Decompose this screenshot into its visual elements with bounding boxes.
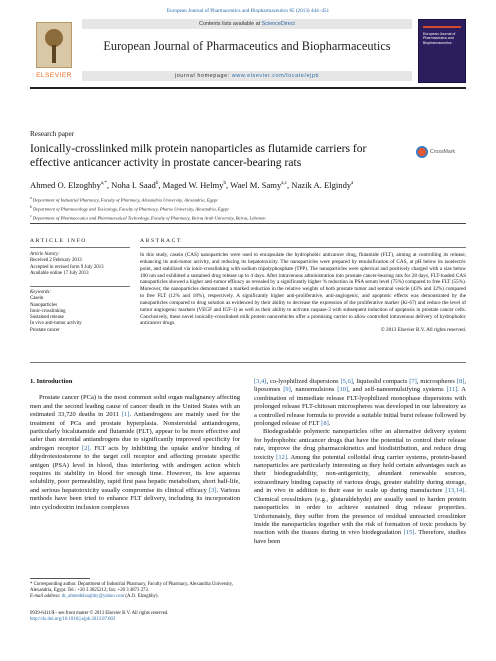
crossmark-icon [416,146,428,158]
author-sup: b [155,181,159,187]
body-text: . FLT acts by inhibiting the uptake and/or binding of dihydrotestosterone to the target cell receptor and affecting prostate specific antigen (PSA) level in blood, thus interfering with androgen action which requires its stability in blood for enough time. However, its low aqueous solubility, poor permeability, rapid first pass hepatic metabolism, short half-life, and serious hepatotoxicity usually compromise its clinical efficacy [30,444,240,494]
footnote-email [30,594,240,600]
article-info-heading: ARTICLE INFO [30,238,87,244]
keyword-item: Sustained release [30,315,64,321]
citation-link[interactable]: [12] [276,453,287,461]
author-name[interactable]: Maged W. Helmy [162,180,224,190]
citation-link[interactable]: [8] [456,378,465,385]
cover-title: European Journal of Pharmaceutics and Biopharmaceutics [423,32,456,45]
body-column-right [254,378,466,546]
introduction-heading: 1. Introduction [30,378,73,385]
accepted-date: Accepted in revised form 9 July 2013 [30,264,104,270]
citation-link[interactable]: [3,4] [254,378,267,385]
journal-cover-image [418,19,466,83]
abstract-copyright: © 2013 Elsevier B.V. All rights reserved. [380,327,466,334]
affiliations [30,195,466,222]
keywords-rule [30,286,130,287]
citation-link[interactable]: [11] [446,386,458,394]
author-sup: a [351,181,354,187]
body-text: , liquisolid compacts [352,378,410,385]
issn-block [30,611,250,623]
body-text: . Among the potential colloidal drug carrier systems, protein-based nanoparticles are particularly interesting as they hold certain advantages such as their biodegradability, non-antigenicity, abundant renewable sources, extraordinary binding capacity of various drugs, greater stability during storage, and in vivo in addition to their ease to scale up during manufacture [254,453,466,495]
author-name[interactable]: Noha I. Saad [111,180,156,190]
citation-link[interactable]: [13,14] [445,487,465,495]
citation-link[interactable]: [15] [403,529,415,537]
contents-prefix: Contents lists available at [199,21,262,27]
affiliation-sup: c [30,213,32,218]
body-text: . Various methods have been tried to enhance FLT delivery, including its incorporation into cyclodextrin inclusion complexes [30,486,240,511]
crossmark-badge[interactable] [416,146,466,160]
received-date: Received 2 February 2013 [30,258,82,264]
citation-link[interactable]: [7] [409,378,417,385]
journal-homepage-link[interactable]: www.elsevier.com/locate/ejpb [231,73,320,79]
body-column-left [30,378,240,512]
journal-name: European Journal of Pharmaceutics and Biopharmaceutics [103,39,391,53]
homepage-prefix: journal homepage: [174,73,232,79]
homepage-bar [82,71,412,81]
body-text: . Therefore, studies have been [254,529,466,545]
elsevier-logo [30,19,78,83]
affiliation-text: Department of Pharmacology and Toxicology, Faculty of Pharmacy, Pharos University, Alexandria, Egypt [32,206,229,212]
contents-bar [82,19,412,29]
body-text: . A combination of immediate release FLT-lyophilized monophase dispersions with prolonged release FLT-chitosan microspheres was developed in our laboratory as a controlled release formula to provide a suitable initial burst release followed by prolonged release of FLT [254,386,466,428]
abstract-paragraph: In this study, casein (CAS) nanoparticles were used to encapsulate the hydrophobic anticancer drug, flutamide (FLT), aiming at controlling its release, enhancing its anti-tumor activity, and reducing its hepatotoxicity. The nanoparticles were prepared by emulsification of CAS, at pH below its isoelectric point, and stabilized via ionic-crosslinking with sodium tripolyphosphate (TPP). The nanoparticles were spherical and positively charged with a size below 100 nm and exhibited a sustained drug release up to 4 days. After intravenous administration into prostate cancer-bearing rats for 28 days, FLT-loaded CAS nanoparticles showed a higher anti-tumor efficacy as revealed by a significantly higher % reduction in PSA serum level (75%) compared to free FLT (55%). Moreover, the nanoparticles demonstrated a marked reduction in the relative weights of both prostate tumor and seminal vesicle (43% and 32%) compared to free FLT (12% and 18%), respectively. A significantly higher anti-proliferative, anti-angiogenic, and apoptotic effects was demonstrated by the nanoparticles compared to drug solution as evidenced by their ability to decrease the expression of the proliferative marker (Ki-67) and reduce the level of tumor angiogenic markers (VEGF and IGF-1) as well as their ability to activate caspase-3 with subsequent induction of apoptosis in prostate cancer cells. Conclusively, these novel ionically-crosslinked milk protein nanovehicles offer a promising carrier to allow controlled intravenous delivery of hydrophobic anticancer drugs. [140,252,466,327]
author-name[interactable]: Ahmed O. Elzoghby [30,180,101,190]
elsevier-tree-icon [36,22,72,68]
abstract-bottom-rule [30,362,466,363]
author-sup: a,c [281,181,287,187]
online-date: Available online 17 July 2013 [30,270,89,276]
email-label: E-mail address: [30,594,62,600]
crossmark-label: CrossMark [430,149,456,155]
email-link[interactable]: dr_ahmedelzoghby@yahoo.com [61,594,125,600]
keyword-item: Nanoparticles [30,302,58,308]
history-label: Article history: [30,252,60,257]
keyword-item: In vivo anti-tumor activity [30,321,82,327]
author-name[interactable]: Nazik A. Elgindy [291,180,352,190]
sciencedirect-link[interactable]: ScienceDirect [261,21,295,27]
keyword-item: Prostate cancer [30,327,60,333]
body-text: , microspheres [416,378,457,385]
body-text: . Chemical crosslinkers (e.g., glutaraldehyde) are usually used to harden protein nanoparticles in order to achieve sustained drug release properties. Unfortunately, they suffer from the presence of residual unreacted crosslinker inside the nanoparticles together with the risk of formation of toxic products by reaction with the tissues during in vivo biodegradation [254,487,466,537]
body-text: , liposomes [254,378,467,394]
keyword-item: Casein [30,296,44,302]
article-type: Research paper [30,130,75,138]
email-suffix: (A.O. Elzoghby). [124,594,159,600]
abstract-heading: ABSTRACT [140,238,183,244]
affiliation-item [30,195,466,204]
citation-link[interactable]: [8] [321,420,329,428]
author-list: Ahmed O. Elzoghby$^{a,*}$, Noha I. Saad$^b$, Maged W. Helmy$^b$, Wael M. Samy$^{a,c}$, Nazik A. Elgindy$^a$ [30,180,354,190]
cover-stripe [423,26,461,28]
abstract-body [140,252,466,334]
footnote-rule [30,578,90,579]
affiliation-item [30,213,466,222]
corresponding-author-footnote [30,582,240,601]
body-paragraph [254,428,466,546]
keywords-block [30,290,130,334]
author-sup: b [223,181,226,187]
body-paragraph [254,378,466,428]
body-text: Biodegradable polymeric nanoparticles offer an alternative delivery system for hydrophobic anticancer drugs that have the potential to control their release rate, improve the drug pharmacokinetics and biodistribution, and reduce drug toxicity [254,428,466,461]
article-info-rule [30,247,130,248]
citation-link[interactable]: [1] [121,411,130,419]
affiliation-item [30,204,466,213]
running-head: European Journal of Pharmaceutics and Biopharmaceutics 85 (2013) 444–451 [166,8,330,14]
abstract-rule [140,247,466,248]
body-paragraph [30,394,240,512]
masthead-center [82,19,412,83]
affiliation-sup: a [30,196,32,200]
body-text: . [328,420,331,428]
citation-link[interactable]: [9] [283,386,291,394]
affiliation-text: Department of Industrial Pharmacy, Faculty of Pharmacy, Alexandria University, Alexandria, Egypt [32,197,218,203]
citation-link[interactable]: [10] [337,386,349,394]
body-text: , and self-nanoemulsifying systems [348,386,447,394]
body-text: Prostate cancer (PCa) is the most common solid organ malignancy affecting men and the second leading cause of cancer death in the United States with an estimated 33,720 deaths in 2011 [30,394,240,419]
affiliation-text: Department of Pharmaceutics and Pharmaceutical Technology, Faculty of Pharmacy, Beirut Arab University, Beirut, Lebanon [32,215,266,221]
body-text: . Antiandrogens are mainly used for the treatment of PCa and prostate hyperplasia. Nonsteroidal antiandrogens, particularly bicalutamide and flutamide (FLT), appear to be more effective and safer than steroidal antiandrogens due to significantly improved specificity for androgen receptor [30,411,240,452]
article-history [30,252,130,277]
issn-line: 0939-6411/$ - see front matter © 2013 Elsevier B.V. All rights reserved. [30,611,169,616]
elsevier-wordmark: ELSEVIER [36,72,72,79]
keywords-label: Keywords: [30,290,52,295]
keyword-item: Ionic-crosslinking [30,308,66,314]
body-text: , nanoemulsions [290,386,338,394]
citation-link[interactable]: [5,6] [340,378,353,385]
article-title: Ionically-crosslinked milk protein nanoparticles as flutamide carriers for effective anticancer activity in prostate cancer-bearing rats [30,142,367,169]
doi-link[interactable]: http://dx.doi.org/10.1016/j.ejpb.2013.07.003 [30,617,116,623]
author-sup: a,* [100,181,107,187]
footnote-text: * Corresponding author. Department of Industrial Pharmacy, Faculty of Pharmacy, Alexandria University, Alexandria, Egypt. Tel.: +20 3 3825212; fax: +20 3 4873 273. [30,582,234,594]
affiliation-sup: b [30,204,32,209]
header-divider [30,223,466,224]
author-name[interactable]: Wael M. Samy [230,180,282,190]
journal-masthead [30,19,466,83]
masthead-rule [30,87,466,89]
citation-link[interactable]: [2] [81,444,90,452]
body-text: , co-lyophilized dispersions [266,378,341,385]
citation-link[interactable]: [3] [208,486,217,494]
